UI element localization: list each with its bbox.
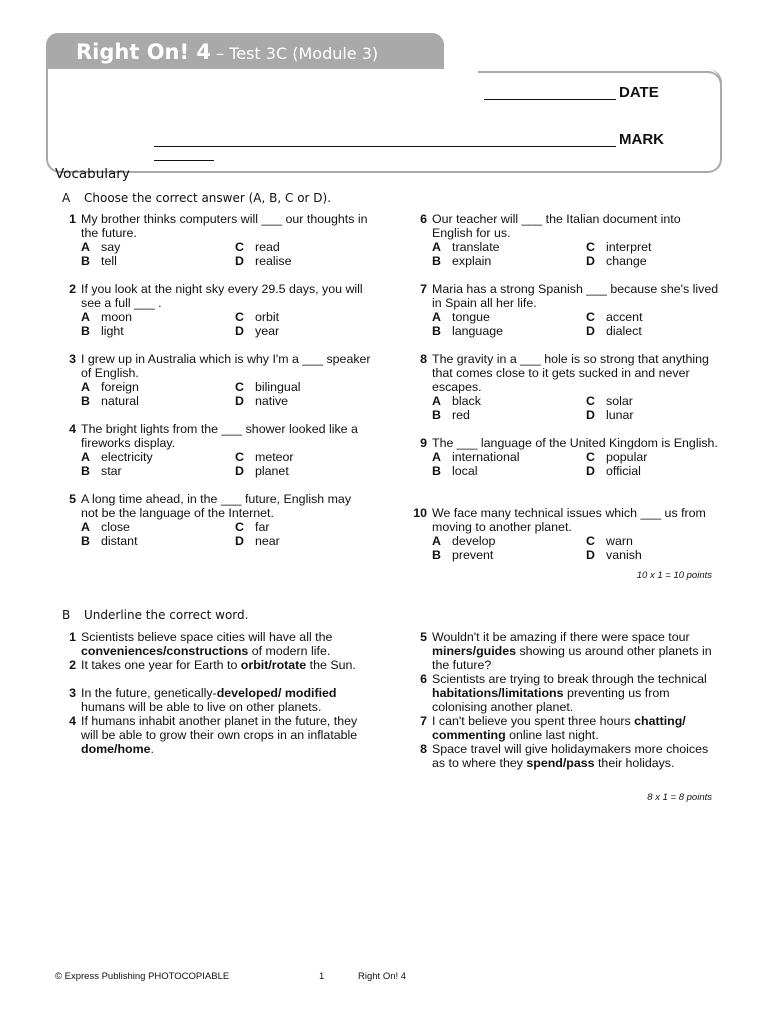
option-letter: B	[81, 254, 90, 268]
option-letter: C	[586, 240, 595, 254]
option-b	[432, 324, 586, 338]
option-text: realise	[255, 254, 292, 268]
option-b	[81, 394, 235, 408]
option-text: international	[452, 450, 520, 464]
sentence-text: preventing us from colonising another planet.	[432, 686, 670, 714]
item-4	[69, 714, 366, 756]
option-letter: D	[235, 254, 244, 268]
option-letter: D	[235, 534, 244, 548]
word-choice[interactable]: chatting/ commenting	[432, 714, 686, 742]
option-text: near	[255, 534, 280, 548]
question-9	[420, 436, 722, 478]
test-title	[76, 40, 378, 64]
sentence-text: It takes one year for Earth to	[81, 658, 241, 672]
option-letter: C	[586, 394, 595, 408]
option-text: warn	[606, 534, 633, 548]
part-a-points: 10 x 1 = 10 points	[636, 570, 712, 581]
option-d	[235, 254, 365, 268]
option-letter: C	[235, 240, 244, 254]
date-line	[484, 99, 616, 100]
item-8	[420, 742, 717, 770]
option-letter: A	[432, 394, 441, 408]
question-1	[69, 212, 371, 268]
option-text: planet	[255, 464, 289, 478]
option-text: orbit	[255, 310, 280, 324]
option-text: close	[101, 520, 130, 534]
option-letter: C	[235, 450, 244, 464]
option-text: native	[255, 394, 289, 408]
item-number: 4	[69, 714, 76, 728]
word-choice[interactable]: conveniences/constructions	[81, 644, 249, 658]
option-letter: A	[432, 240, 441, 254]
option-text: say	[101, 240, 121, 254]
part-a-text: Choose the correct answer (A, B, C or D).	[84, 191, 332, 205]
answer-options	[432, 240, 722, 268]
sentence-text: online last night.	[505, 728, 599, 742]
option-letter: B	[81, 394, 90, 408]
option-a	[81, 310, 235, 324]
answer-options	[81, 240, 371, 268]
option-a	[81, 240, 235, 254]
option-b	[81, 534, 235, 548]
answer-options	[432, 310, 722, 338]
part-b-letter: B	[62, 608, 71, 622]
question-text: If you look at the night sky every 29.5 days, you will see a full ___ .	[81, 282, 363, 310]
answer-options	[81, 380, 371, 408]
option-text: natural	[101, 394, 139, 408]
option-text: distant	[101, 534, 138, 548]
option-letter: D	[586, 254, 595, 268]
option-b	[432, 254, 586, 268]
option-text: solar	[606, 394, 633, 408]
option-text: interpret	[606, 240, 652, 254]
option-b	[81, 324, 235, 338]
option-text: develop	[452, 534, 496, 548]
option-letter: A	[432, 534, 441, 548]
item-number: 2	[69, 658, 76, 672]
date-label: DATE	[619, 84, 659, 101]
question-number: 4	[69, 422, 76, 436]
part-b-points: 8 x 1 = 8 points	[647, 792, 712, 803]
word-choice[interactable]: habitations/limitations	[432, 686, 564, 700]
option-b	[432, 464, 586, 478]
option-text: star	[101, 464, 122, 478]
sentence-text: of modern life.	[248, 644, 331, 658]
option-c	[235, 240, 365, 254]
question-text: A long time ahead, in the ___ future, English may not be the language of the Internet.	[81, 492, 352, 520]
part-b-instruction	[62, 608, 248, 622]
option-letter: D	[586, 548, 595, 562]
question-text: I grew up in Australia which is why I'm a ___ speaker of English.	[81, 352, 371, 380]
word-choice[interactable]: dome/home	[81, 742, 151, 756]
answer-options	[432, 450, 722, 478]
option-d	[235, 464, 365, 478]
option-letter: D	[586, 408, 595, 422]
option-text: light	[101, 324, 124, 338]
option-d	[586, 548, 716, 562]
item-3	[69, 686, 366, 714]
question-text: We face many technical issues which ___ us from moving to another planet.	[432, 506, 706, 534]
option-letter: D	[586, 464, 595, 478]
part-b-text: Underline the correct word.	[84, 608, 249, 622]
option-text: tongue	[452, 310, 490, 324]
question-number: 10	[413, 506, 427, 520]
option-text: meteor	[255, 450, 294, 464]
answer-options	[432, 394, 722, 422]
option-c	[235, 380, 365, 394]
answer-options	[81, 310, 371, 338]
answer-options	[81, 520, 371, 548]
question-number: 9	[420, 436, 427, 450]
mark-line	[154, 160, 214, 161]
option-letter: A	[432, 450, 441, 464]
section-title: Vocabulary	[55, 166, 130, 182]
option-text: foreign	[101, 380, 139, 394]
question-6	[420, 212, 722, 268]
question-number: 7	[420, 282, 427, 296]
option-text: change	[606, 254, 647, 268]
option-text: language	[452, 324, 503, 338]
option-text: lunar	[606, 408, 634, 422]
option-text: far	[255, 520, 270, 534]
option-letter: B	[81, 324, 90, 338]
question-10	[413, 506, 722, 562]
option-text: red	[452, 408, 470, 422]
word-choice[interactable]: spend/pass	[526, 756, 595, 770]
item-6	[420, 672, 717, 714]
option-b	[432, 408, 586, 422]
question-text: Maria has a strong Spanish ___ because she's lived in Spain all her life.	[432, 282, 719, 310]
question-number: 2	[69, 282, 76, 296]
option-d	[235, 394, 365, 408]
option-c	[586, 310, 716, 324]
option-d	[586, 324, 716, 338]
name-box-top-edge	[478, 71, 722, 87]
word-choice[interactable]: developed/ modified	[216, 686, 337, 700]
option-letter: C	[586, 534, 595, 548]
question-2	[69, 282, 371, 338]
option-d	[586, 464, 716, 478]
option-text: read	[255, 240, 280, 254]
sentence-text: In the future, genetically-	[81, 686, 217, 700]
option-c	[235, 310, 365, 324]
question-text: The gravity in a ___ hole is so strong that anything that comes close to it gets sucked in and never escapes.	[432, 352, 709, 394]
option-a	[432, 534, 586, 548]
sentence-text: showing us around other planets in the future?	[432, 644, 712, 672]
option-text: year	[255, 324, 280, 338]
sentence-text: .	[150, 742, 154, 756]
option-c	[586, 534, 716, 548]
word-choice[interactable]: miners/guides	[432, 644, 517, 658]
option-letter: B	[432, 548, 441, 562]
question-text: Our teacher will ___ the Italian document into English for us.	[432, 212, 681, 240]
option-letter: D	[235, 324, 244, 338]
option-letter: A	[81, 240, 90, 254]
option-letter: B	[432, 408, 441, 422]
answer-options	[432, 534, 722, 562]
sentence-text: Scientists are trying to break through the technical	[432, 672, 707, 686]
option-c	[235, 520, 365, 534]
sentence-text: Space travel will give holidaymakers more choices as to where they	[432, 742, 709, 770]
option-c	[586, 394, 716, 408]
sentence-text: Scientists believe space cities will have all the	[81, 630, 333, 644]
option-letter: B	[81, 534, 90, 548]
option-d	[586, 408, 716, 422]
footer-copyright: © Express Publishing PHOTOCOPIABLE	[55, 971, 230, 982]
item-1	[69, 630, 366, 658]
question-number: 8	[420, 352, 427, 366]
option-b	[81, 254, 235, 268]
question-number: 3	[69, 352, 76, 366]
item-number: 8	[420, 742, 427, 756]
footer-page-number: 1	[319, 971, 325, 982]
mark-label: MARK	[619, 131, 664, 148]
option-letter: A	[432, 310, 441, 324]
item-number: 6	[420, 672, 427, 686]
option-letter: D	[235, 394, 244, 408]
option-text: tell	[101, 254, 117, 268]
option-a	[432, 450, 586, 464]
question-3	[69, 352, 371, 408]
question-8	[420, 352, 722, 422]
question-number: 6	[420, 212, 427, 226]
option-letter: C	[586, 310, 595, 324]
option-b	[81, 464, 235, 478]
sentence-text: the Sun.	[306, 658, 356, 672]
option-text: moon	[101, 310, 132, 324]
question-7	[420, 282, 722, 338]
item-number: 1	[69, 630, 76, 644]
option-letter: A	[81, 310, 90, 324]
part-a-instruction	[62, 191, 331, 205]
question-text: The bright lights from the ___ shower looked like a fireworks display.	[81, 422, 358, 450]
question-text: My brother thinks computers will ___ our thoughts in the future.	[81, 212, 368, 240]
option-d	[235, 324, 365, 338]
option-letter: A	[81, 520, 90, 534]
option-letter: C	[235, 310, 244, 324]
option-letter: B	[432, 254, 441, 268]
option-a	[81, 520, 235, 534]
word-choice[interactable]: orbit/rotate	[240, 658, 307, 672]
item-number: 5	[420, 630, 427, 644]
question-4	[69, 422, 371, 478]
question-5	[69, 492, 371, 548]
option-text: official	[606, 464, 641, 478]
option-letter: C	[586, 450, 595, 464]
option-text: translate	[452, 240, 500, 254]
option-letter: B	[432, 324, 441, 338]
brand-title: Right On! 4	[76, 40, 212, 64]
option-letter: C	[235, 380, 244, 394]
item-number: 7	[420, 714, 427, 728]
option-text: dialect	[606, 324, 642, 338]
option-text: accent	[606, 310, 643, 324]
item-7	[420, 714, 717, 742]
option-d	[586, 254, 716, 268]
answer-options	[81, 450, 371, 478]
option-a	[432, 394, 586, 408]
option-letter: D	[586, 324, 595, 338]
option-b	[432, 548, 586, 562]
option-c	[235, 450, 365, 464]
option-letter: B	[81, 464, 90, 478]
sentence-text: I can't believe you spent three hours	[432, 714, 635, 728]
option-letter: D	[235, 464, 244, 478]
option-text: bilingual	[255, 380, 301, 394]
option-letter: B	[432, 464, 441, 478]
option-d	[235, 534, 365, 548]
sentence-text: their holidays.	[594, 756, 675, 770]
option-letter: A	[81, 450, 90, 464]
item-2	[69, 658, 366, 672]
option-text: local	[452, 464, 478, 478]
question-number: 1	[69, 212, 76, 226]
part-a-letter: A	[62, 191, 71, 205]
option-text: electricity	[101, 450, 153, 464]
item-5	[420, 630, 717, 672]
item-number: 3	[69, 686, 76, 700]
option-c	[586, 240, 716, 254]
option-text: black	[452, 394, 481, 408]
option-text: vanish	[606, 548, 642, 562]
option-text: prevent	[452, 548, 494, 562]
option-a	[432, 310, 586, 324]
name-line	[154, 146, 616, 147]
footer-book-title: Right On! 4	[358, 971, 407, 982]
option-a	[81, 380, 235, 394]
question-text: The ___ language of the United Kingdom is English.	[432, 436, 718, 450]
option-a	[81, 450, 235, 464]
option-text: popular	[606, 450, 648, 464]
sentence-text: humans will be able to live on other planets.	[81, 700, 322, 714]
question-number: 5	[69, 492, 76, 506]
option-letter: C	[235, 520, 244, 534]
test-subtitle: – Test 3C (Module 3)	[216, 44, 379, 63]
option-letter: A	[81, 380, 90, 394]
option-a	[432, 240, 586, 254]
option-text: explain	[452, 254, 492, 268]
sentence-text: If humans inhabit another planet in the future, they will be able to grow their own crops in an inflatable	[81, 714, 358, 742]
sentence-text: Wouldn't it be amazing if there were space tour	[432, 630, 690, 644]
option-c	[586, 450, 716, 464]
